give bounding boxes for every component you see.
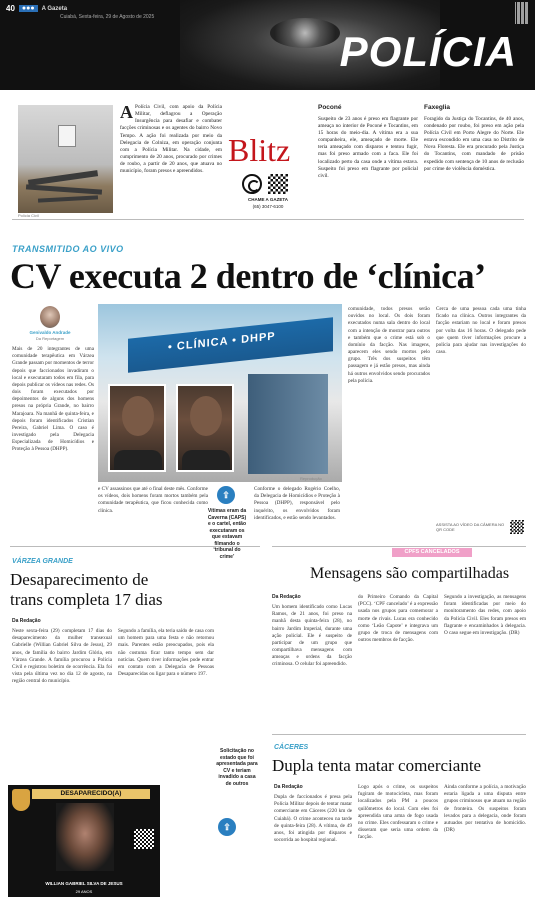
suspect-photo-1 — [108, 384, 166, 472]
clinic-door — [248, 374, 328, 474]
clinic-sign-text: • CLÍNICA • DHPP — [168, 330, 276, 354]
story4-col3: Ainda conforme a polícia, a motivação estaria ligada a uma disputa entre grupos criminosos que atuam na região de fronteira. Os suspeitos foram levados para a delegacia, onde foram autuados por tentativa de homicídio. (DR) — [444, 784, 526, 834]
section-title: POLÍCIA — [339, 28, 517, 75]
story3-col3: Segundo a investigação, as mensagens foram identificadas por meio do monitoramento das redes, com apoio da Polícia Civil. Eles foram presos em flagrante e encaminhados à delegacia. O caso segue em investigação. (DR) — [444, 594, 526, 636]
blitz-col-faxeglia — [424, 104, 524, 173]
missing-age: 29 ANOS — [75, 889, 93, 894]
newspaper-logo: ●●● — [19, 5, 38, 12]
whatsapp-phone: (65) 3047-6100 — [252, 204, 284, 209]
lead-col3: comunidade, todos presos serão ouvidos no local. Os dois foram executados numa sala dentro do local com a intenção de mostrar para outros e também que o crime está sob o domínio da facção. Nas imagens, aparecem eles sendo mortos pelo grupo. Três dos suspeitos têm passagem e já estão presos, mas ainda há outros envolvidos sendo procurados pela polícia. — [348, 306, 430, 384]
story2-col2: Segundo a família, ela teria saído de casa com um homem para uma festa e não retornou mais. Parentes estão preocupados, pois ela não costuma ficar tanto tempo sem dar notícias. Quem tiver informações pode entrar em contato com a Delegacia de Pessoas Desaparecidas ou ligar para o número 197. — [118, 628, 214, 678]
story4-headline: Dupla tenta matar comerciante — [272, 756, 482, 775]
story2-col1: Neste sexta-feira (29) completam 17 dias do desaparecimento da mulher transexual Gabrielle (Willian Gabriel Silva de Jesus), 29 anos, de família do bairro Jardim Glória, em Várzea Grande. A família procurou a Polícia Civil e registrou boletim de ocorrência. Ela foi vista pela última vez no dia 12 de agosto, na região central do município. — [12, 628, 112, 685]
story3-col1: Um homem identificado como Lucas Ramos, de 21 anos, foi preso na manhã desta quinta-feira (28), no bairro Jardim Imperial, durante uma ação policial. Ele é suspeito de participar de um grupo que compartilhava mensagens com ameaças e ordens da facção criminosa. O celular foi apreendido. — [272, 604, 352, 668]
story4-kicker: CÁCERES — [274, 744, 309, 751]
blitz-photo — [18, 105, 113, 213]
barcode-icon — [515, 2, 529, 24]
page-number: 40 — [6, 4, 15, 13]
blitz-logo: Blitz — [228, 132, 291, 168]
author-name: Genivaldo Andrade — [29, 330, 71, 335]
qr-code-icon[interactable] — [134, 829, 154, 849]
missing-person-photo — [56, 803, 114, 871]
story2-kicker: VÁRZEA GRANDE — [12, 558, 73, 565]
blitz-col-title: Faxeglia — [424, 104, 451, 111]
blitz-col-text: Foragido da Justiça do Tocantins, de 40 anos, condenado por roubo, foi preso em ação pela Polícia Civil em Porto Alegre do Norte. Ele estava escondido em uma casa no Distrito de Nova Floresta. Ele era procurado pela Justiça do Tocantins, com mandado de prisão expedido com sentença de 10 anos de reclusão por crime de violência doméstica. — [424, 115, 524, 172]
police-badge-icon — [12, 789, 30, 811]
share-icon[interactable]: ⇪ — [217, 486, 235, 504]
missing-name: WILLIAN GABRIEL SILVA DE JESUS — [45, 881, 123, 886]
story2-callout: Solicitação no estado que foi apresentada para CV e teriam invadido a casa de outros — [216, 748, 258, 787]
blitz-col-title: Poconé — [318, 104, 342, 111]
lead-qr-note: ASSISTA AO VÍDEO DA CÂMERA NO QR CODE — [436, 522, 505, 532]
qr-code-icon[interactable] — [268, 174, 288, 194]
qr-code-icon[interactable] — [510, 520, 524, 534]
divider — [10, 546, 260, 547]
author-role: Da Reportagem — [35, 336, 65, 341]
blitz-lead — [120, 104, 222, 175]
divider — [272, 546, 526, 547]
story4-col1: Dupla de faccionados é presa pela Polícia Militar depois de tentar matar comerciante em Cáceres (220 km de Cuiabá). O crime aconteceu na tarde de quinta-feira (28). A vítima, de 49 anos, foi atingida por disparos e socorrida ao hospital regional. — [274, 794, 352, 844]
clinic-photo — [98, 304, 342, 482]
drop-cap: A — [120, 102, 133, 122]
share-icon[interactable]: ⇪ — [218, 818, 236, 836]
header-meta — [6, 4, 67, 13]
suspect-photo-2 — [176, 384, 234, 472]
lead-col1: Mais de 20 integrantes de uma comunidade terapêutica em Várzea Grande passam por momentos de terror depois que faccionados invadiram o local e executaram todos em fila, para depois publicar os vídeos nas redes. Os dois foram executados por depoimentos de alguns dos homens presos na própria Grande, no bairro Marajoara. Na manhã de quinta-feira, e depois foram identificados Cristian Pereira, Gabriel Lima. O caso é investigado pela Delegacia Especializada de Homicídios e Proteção à Pessoa (DHPP). — [12, 346, 94, 453]
brand-name: A Gazeta — [41, 5, 68, 12]
lead-callout: Vítimas eram da Caverna (CAPS) e o cartel, então executaram os que estavam filmando o ‘tribunal do crime’ — [207, 508, 247, 560]
story2-headline-line2: trans completa 17 dias — [10, 589, 163, 609]
blitz-lead-text: Polícia Civil, com apoio da Polícia Militar, deflagrou a Operação Insurgência para desafiar e combater facções criminosas e os agentes do bairro Novo Tempo. A ação foi realizada por meio da Delegacia de Colniza, em operação conjunta com a Polícia Militar. Na cidade, em cumprimento de 20 anos, procurado por crimes de roubo, a partir de 20 anos, que atuava no município, foram presos e apreendidos. — [120, 104, 222, 175]
lead-col2: Conforme o delegado Rogério Coelho, da Delegacia de Homicídios e Proteção à Pessoa (DHPP), responsável pelo inquérito, os envolvidos foram identificados, e estão sendo levantados. — [254, 486, 340, 521]
whatsapp-label: CHAME A GAZETA — [247, 197, 289, 202]
story2-headline-line1: Desaparecimento de — [10, 570, 149, 589]
story2-headline — [10, 570, 260, 609]
missing-person-poster — [8, 785, 160, 897]
blitz-photo-caption: Polícia Civil — [18, 213, 39, 218]
story3-byline: Da Redação — [272, 594, 301, 600]
header-eye-iris — [270, 18, 340, 48]
blitz-col-pocone — [318, 104, 418, 180]
lead-headline: CV executa 2 dentro de ‘clínica’ — [10, 256, 486, 296]
lead-col1b: e CV assassinos que até o final deste mês. Conforme os vídeos, dois homens foram mortos também pela comunidade terapêutica, que ficou conhecida como clínica. — [98, 486, 208, 514]
story3-col2: do Primeiro Comando da Capital (PCC). ‘CPF cancelado’ é a expressão usada nos grupos para comemorar a morte de rivais. Lucas era conhecido como ‘Leão Capote’ e integrava um grupo de troca de mensagens com outros membros de facção. — [358, 594, 438, 644]
story2-byline: Da Redação — [12, 618, 41, 624]
blitz-col-text: Suspeito de 23 anos é preso em flagrante por ameaça no interior de Poconé e Tocantins, em 15 horas do meio-dia. A vítima era a sua companheira, ele, ameaçado de morte. Ele teria ameaçado com disparos e tentou fugir, mas foi preso armado com a faca. Ele foi localizado perto da casa onde a vítima estava. Suspeito foi preso em flagrante por policial civil. — [318, 115, 418, 179]
missing-title: DESAPARECIDO(A) — [32, 789, 150, 799]
story4-col2: Logo após o crime, os suspeitos fugiram de motocicleta, mas foram localizados pela PM a poucos quilômetros do local. Com eles foi apreendida uma arma de fogo usada no crime. Eles confessaram o crime e disseram que seria uma ordem da facção. — [358, 784, 438, 841]
story4-byline: Da Redação — [274, 784, 303, 790]
photo-credit: Reprodução — [300, 476, 322, 481]
lead-kicker: TRANSMITIDO AO VIVO — [12, 244, 124, 254]
author-avatar — [40, 306, 60, 328]
story3-headline: Mensagens são compartilhadas — [310, 565, 510, 582]
divider — [272, 734, 526, 735]
story3-tag: CPFS CANCELADOS — [392, 548, 472, 557]
date-line: Cuiabá, Sexta-feira, 29 de Agosto de 2025 — [60, 14, 155, 20]
lead-col4: Cerca de uma pessoa cada uma tinha ficado na clínica. Outros integrantes da facção estariam no local e foram presos por volta das 16 horas. O delegado pede que quem tiver informações procure a polícia para ajudar nas investigações do caso. — [436, 306, 526, 356]
whatsapp-icon — [242, 174, 262, 194]
